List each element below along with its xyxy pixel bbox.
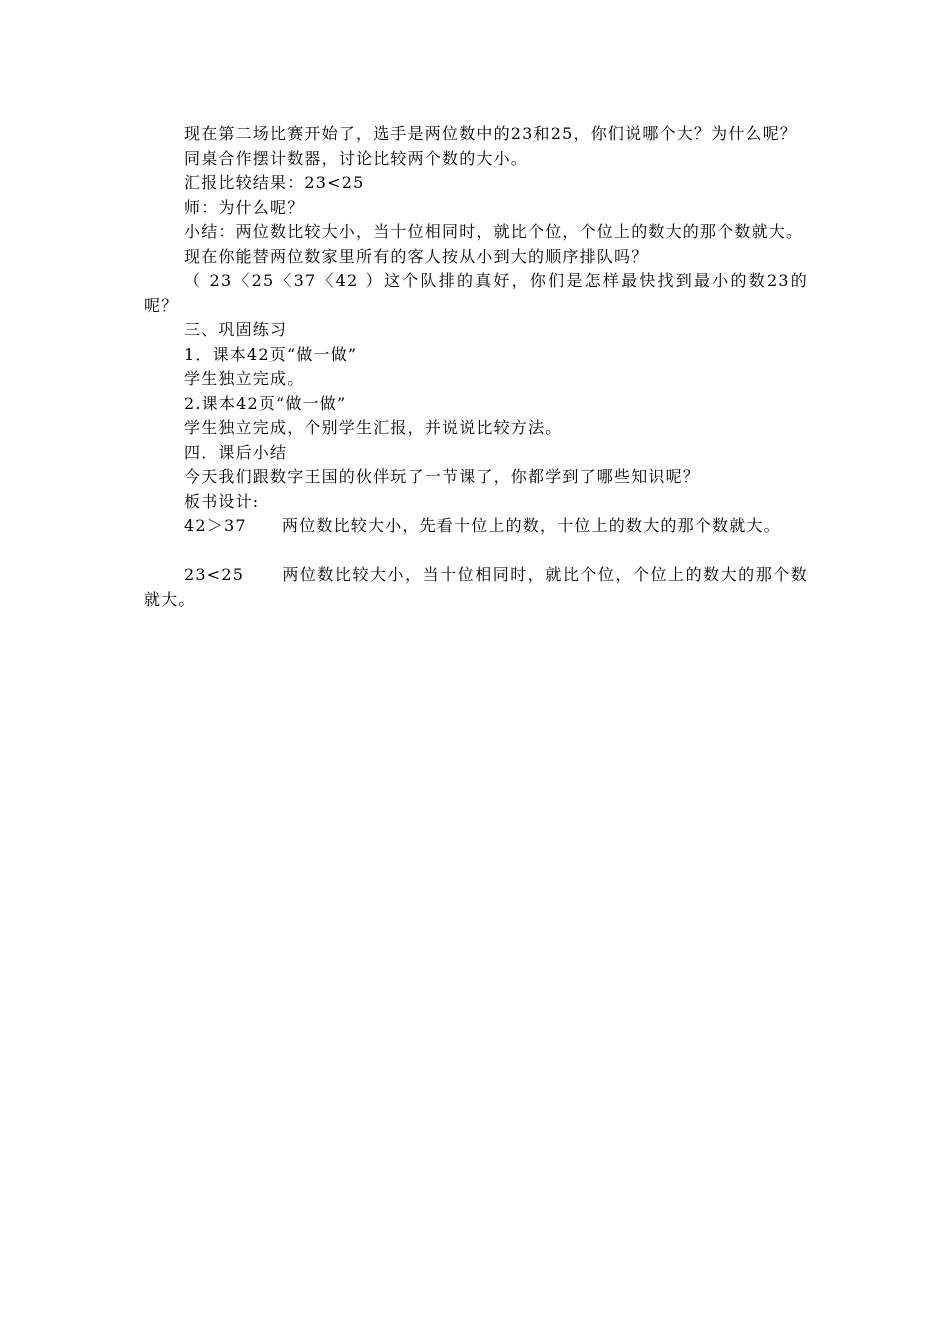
paragraph: 学生独立完成，个别学生汇报，并说说比较方法。	[184, 418, 563, 437]
spacer	[144, 539, 808, 564]
paragraph: 2.课本42页“做一做”	[184, 393, 347, 413]
paragraph: 今天我们跟数字王国的伙伴玩了一节课了，你都学到了哪些知识呢？	[184, 467, 701, 486]
paragraph: 汇报比较结果：23<25	[184, 173, 365, 192]
board-row	[144, 514, 808, 539]
board-row	[144, 563, 808, 612]
board-expression: 23<25	[184, 565, 245, 584]
document-body	[144, 122, 808, 612]
board-design-heading: 板书设计:	[184, 491, 260, 511]
paragraph: 师：为什么呢？	[184, 197, 305, 217]
paragraph: 现在第二场比赛开始了，选手是两位数中的23和25，你们说哪个大？为什么呢？	[184, 124, 798, 143]
paragraph: （ 23〈25〈37〈42 ）这个队排的真好，你们是怎样最快找到最小的数23的呢？	[144, 271, 808, 315]
paragraph: 小结：两位数比较大小，当十位相同时，就比个位，个位上的数大的那个数就大。	[184, 222, 804, 241]
board-text: 两位数比较大小，当十位相同时，就比个位，个位上的数大的那个数就大。	[144, 565, 808, 609]
section-heading: 四．课后小结	[184, 442, 288, 462]
paragraph: 现在你能替两位数家里所有的客人按从小到大的顺序排队吗？	[184, 246, 649, 266]
board-text: 两位数比较大小，先看十位上的数，十位上的数大的那个数就大。	[282, 516, 781, 535]
section-heading: 三、巩固练习	[184, 320, 288, 339]
paragraph: 1．课本42页“做一做”	[184, 344, 358, 364]
paragraph: 同桌合作摆计数器，讨论比较两个数的大小。	[184, 148, 529, 168]
paragraph: 学生独立完成。	[184, 369, 305, 388]
board-expression: 42＞37	[184, 516, 247, 535]
